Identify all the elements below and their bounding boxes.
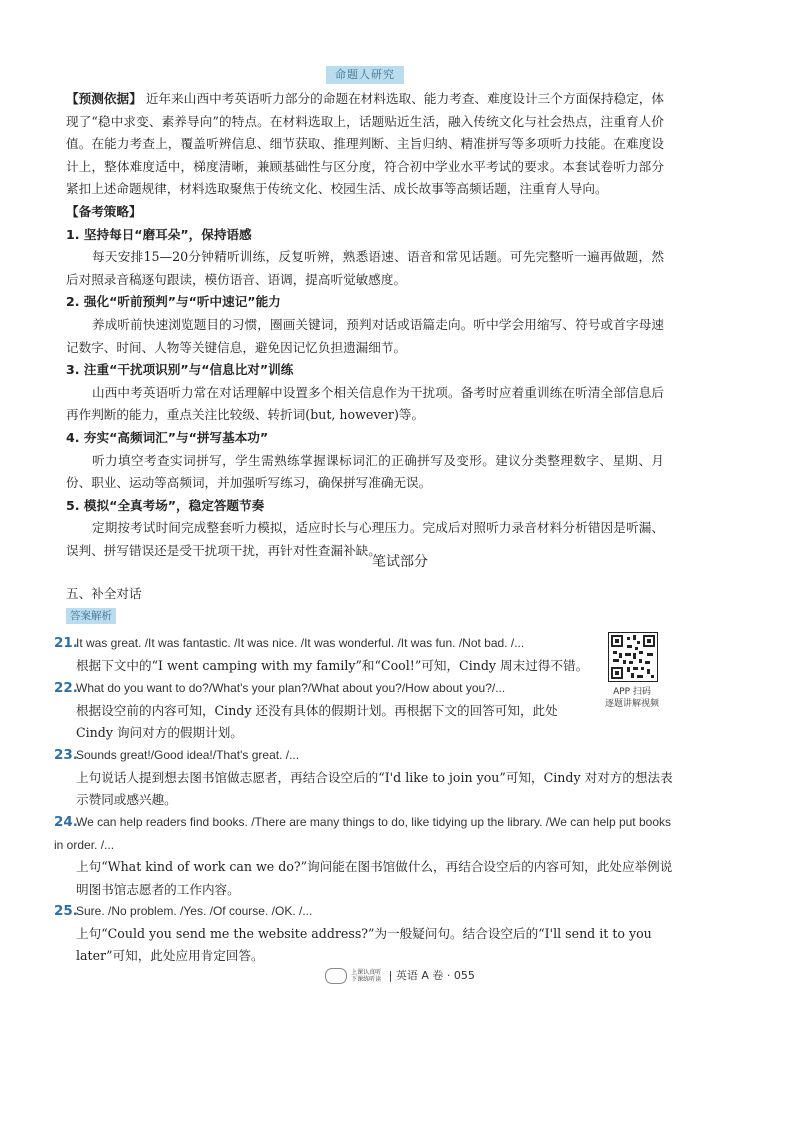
item-answer: It was great. /It was fantastic. /It was nice. /It was wonderful. /It was fun. /Not bad. /... <box>76 636 525 650</box>
item-answer: Sounds great!/Good idea!/That's great. /... <box>76 748 300 762</box>
answer-item <box>54 811 674 901</box>
basis-label: 【预测依据】 <box>66 91 142 106</box>
item-explanation: 上句“What kind of work can we do?”询问能在图书馆做什么，再结合设空后的内容可知，此处应举例说明图书馆志愿者的工作内容。 <box>76 859 673 897</box>
strategy-text: 山西中考英语听力常在对话理解中设置多个相关信息作为干扰项。备考时应着重训练在听清全部信息后再作判断的能力，重点关注比较级、转折词(but, however)等。 <box>66 384 664 423</box>
strategy-text: 定期按考试时间完成整套听力模拟，适应时长与心理压力。完成后对照听力录音材料分析错因是听漏、误判、拼写错误还是受干扰项干扰，再针对性查漏补缺。 <box>66 520 664 558</box>
strategy-label: 【备考策略】 <box>66 203 142 219</box>
qr-code-icon <box>609 633 657 681</box>
basis-text: 近年来山西中考英语听力部分的命题在材料选取、能力考查、难度设计三个方面保持稳定，体现了“稳中求变、素养导向”的特点。在材料选取上，话题贴近生活，融入传统文化与社会热点，注重育人价值。在能力考查上，覆盖听辨信息、细节获取、推理判断、主旨归纳、精准拼写等多项听力技能。在难度设计上，整体难度适中，梯度清晰，兼顾基础性与区分度，符合初中学业水平考试的要求。本套试卷听力部分紧扣上述命题规律，材料选取聚焦于传统文化、校园生活、成长故事等高频话题，注重育人导向。 <box>66 91 665 197</box>
item-number: 22. <box>54 680 78 696</box>
item-answer: What do you want to do?/What's your plan?/What about you?/How about you?/... <box>76 681 506 695</box>
item-explanation: 根据下文中的“I went camping with my family”和“Cool!”可知，Cindy 周末过得不错。 <box>76 657 589 673</box>
item-answer: We can help readers find books. /There are many things to do, like tidying up the library. /We can help put books in order. /... <box>54 815 671 852</box>
strategy-heading: 4. 夯实“高频词汇”与“拼写基本功” <box>66 429 269 445</box>
item-explanation: 根据设空前的内容可知，Cindy 还没有具体的假期计划。再根据下文的回答可知，此处 Cindy 询问对方的假期计划。 <box>76 702 558 741</box>
answer-item <box>54 632 594 677</box>
item-explanation: 上句说话人提到想去图书馆做志愿者，再结合设空后的“I'd like to join you”可知，Cindy 对对方的想法表示赞同或感兴趣。 <box>76 769 673 808</box>
section-banner: 命题人研究 <box>326 66 404 84</box>
qr-caption: APP 扫码 逐题讲解视频 <box>604 687 659 709</box>
strategy-heading: 1. 坚持每日“磨耳朵”，保持语感 <box>66 226 252 242</box>
footer-brand: 上课认真听 下课练听读 <box>351 969 382 983</box>
qr-code[interactable] <box>608 632 658 682</box>
strategy-heading: 3. 注重“干扰项识别”与“信息比对”训练 <box>66 362 294 378</box>
item-number: 24. <box>54 814 78 830</box>
prediction-basis <box>66 88 664 562</box>
brand-logo-icon <box>325 968 347 984</box>
item-number: 23. <box>54 747 78 763</box>
strategy-text: 每天安排15—20分钟精听训练，反复听辨，熟悉语速、语音和常见话题。可先完整听一遍再做题，然后对照录音稿逐句跟读，模仿语音、语调，提高听觉敏感度。 <box>66 249 664 287</box>
answer-analysis-tag: 答案解析 <box>66 608 116 624</box>
strategy-text: 听力填空考查实词拼写，学生需熟练掌握课标词汇的正确拼写及变形。建议分类整理数字、星期、月份、职业、运动等高频词，并加强听写练习，确保拼写准确无误。 <box>66 452 664 491</box>
item-explanation: 上句“Could you send me the website address?”为一般疑问句。结合设空后的“I'll send it to you later”可知，此处应用肯定回答。 <box>76 925 652 964</box>
answer-item <box>54 677 594 745</box>
answer-item <box>54 900 674 968</box>
answer-item <box>54 744 674 812</box>
footer-page-label: 英语 A 卷 · 055 <box>395 969 475 982</box>
strategy-heading: 2. 强化“听前预判”与“听中速记”能力 <box>66 294 281 310</box>
item-number: 25. <box>54 903 78 919</box>
item-number: 21. <box>54 635 78 651</box>
strategy-text: 养成听前快速浏览题目的习惯，圈画关键词，预判对话或语篇走向。听中学会用缩写、符号或首字母速记数字、时间、人物等关键信息，避免因记忆负担遗漏细节。 <box>66 316 664 355</box>
section-title: 笔试部分 <box>372 554 428 570</box>
part-label: 五、补全对话 <box>66 586 142 601</box>
page-footer: 上课认真听 下课练听读 | 英语 A 卷 · 055 <box>0 967 800 984</box>
item-answer: Sure. /No problem. /Yes. /Of course. /OK. /... <box>76 904 313 918</box>
strategy-heading: 5. 模拟“全真考场”，稳定答题节奏 <box>66 497 265 513</box>
